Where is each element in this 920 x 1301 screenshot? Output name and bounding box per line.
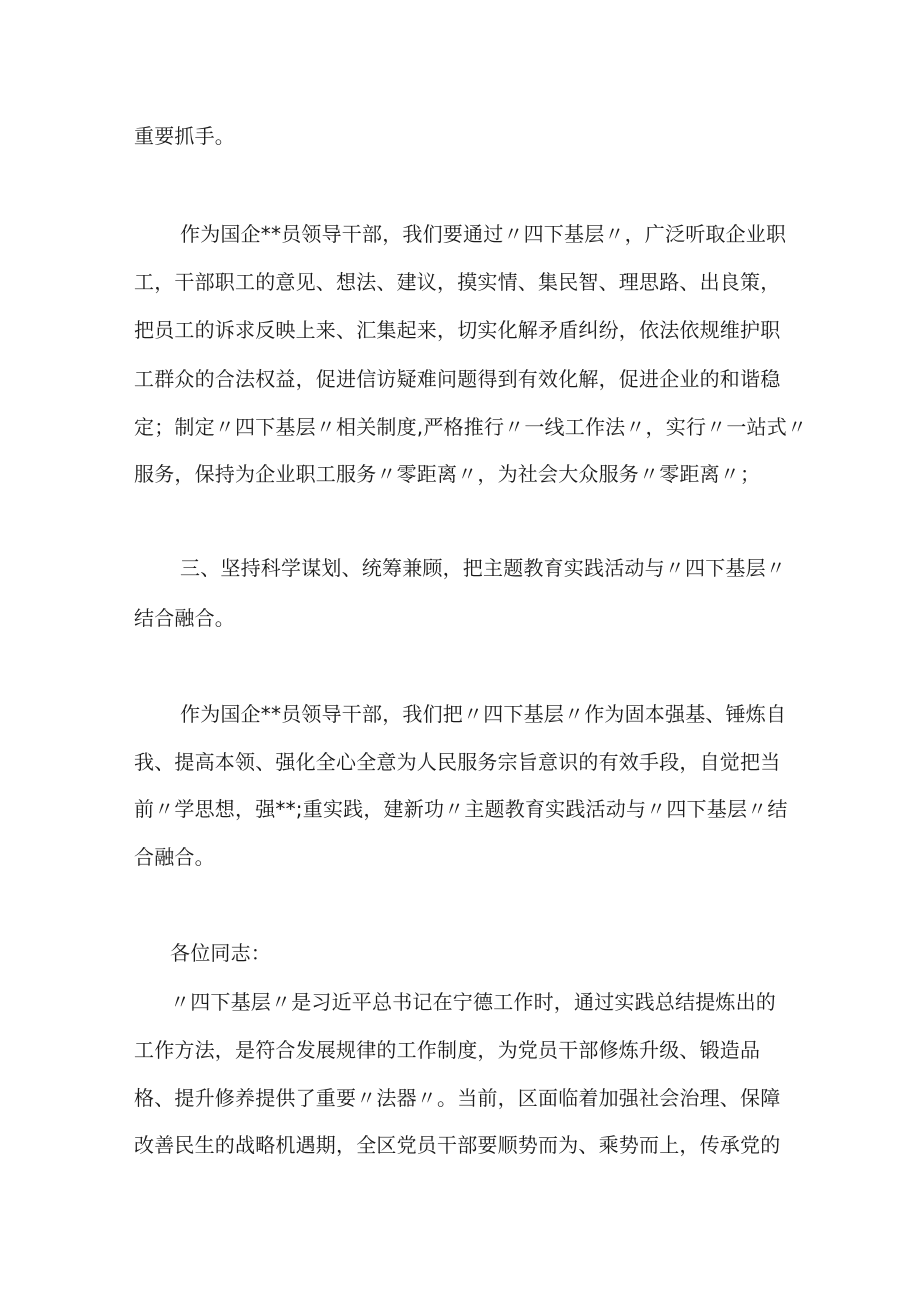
paragraph-line: 合融合。 [134,845,215,869]
paragraph-line: 前〃学思想，强**;重实践，建新功〃主题教育实践活动与〃四下基层〃结 [134,797,788,821]
paragraph-line: 工，干部职工的意见、想法、建议，摸实情、集民智、理思路、出良策， [134,270,781,294]
paragraph-line: 服务，保持为企业职工服务〃零距离〃，为社会大众服务〃零距离〃； [134,462,761,486]
salutation-line: 各位同志： [170,941,271,965]
section-heading-line: 三、坚持科学谋划、统筹兼顾，把主题教育实践活动与〃四下基层〃 [180,556,786,580]
section-heading-line: 结合融合。 [134,606,235,630]
paragraph-line: 工群众的合法权益，促进信访疑难问题得到有效化解，促进企业的和谐稳 [134,367,781,391]
paragraph-line: 定；制定〃四下基层〃相关制度,严格推行〃一线工作法〃，实行〃一站式〃 [134,415,808,439]
paragraph-line: 作为国企**员领导干部，我们要通过〃四下基层〃，广泛听取企业职 [180,222,787,246]
paragraph-line: 我、提高本领、强化全心全意为人民服务宗旨意识的有效手段，自觉把当 [134,750,781,774]
paragraph-line: 工作方法，是符合发展规律的工作制度，为党员干部修炼升级、锻造品 [134,1038,761,1062]
paragraph-line: 重要抓手。 [134,124,235,148]
paragraph-line: 改善民生的战略机遇期，全区党员干部要顺势而为、乘势而上，传承党的 [134,1133,781,1157]
paragraph-line: 格、提升修养提供了重要〃法器〃。当前，区面临着加强社会治理、保障 [134,1086,781,1110]
paragraph-line: 把员工的诉求反映上来、汇集起来，切实化解矛盾纠纷，依法依规维护职 [134,318,781,342]
paragraph-line: 作为国企**员领导干部，我们把〃四下基层〃作为固本强基、锤炼自 [180,702,787,726]
paragraph-line: 〃四下基层〃是习近平总书记在宁德工作时，通过实践总结提炼出的 [170,990,776,1014]
